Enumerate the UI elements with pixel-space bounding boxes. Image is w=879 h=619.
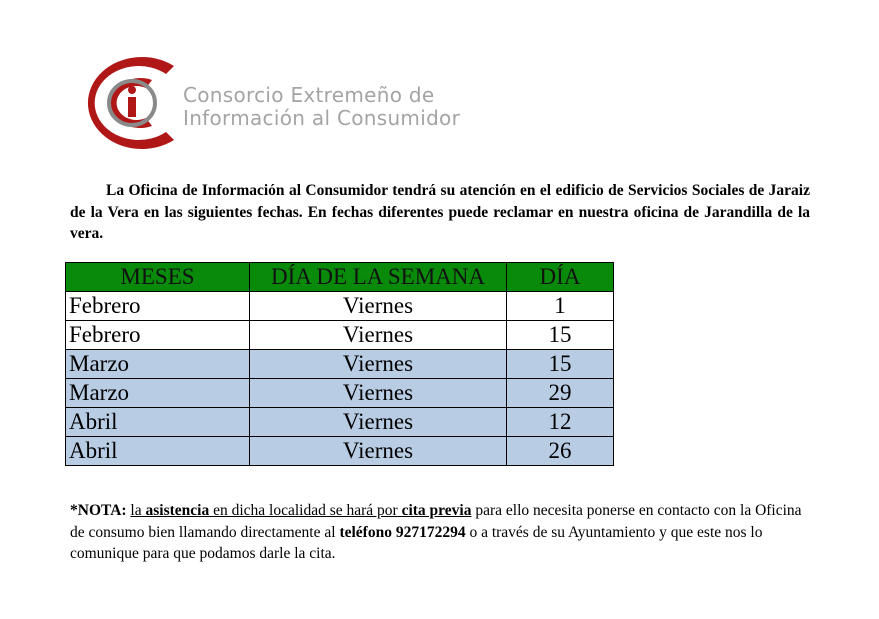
table-row xyxy=(66,408,614,437)
header-dia-semana: DÍA DE LA SEMANA xyxy=(250,263,507,292)
note-asistencia: asistencia xyxy=(145,502,210,519)
cell-day: 1 xyxy=(507,292,614,321)
note-cita-previa: cita previa xyxy=(401,502,472,519)
logo-wordmark xyxy=(183,84,460,130)
cell-day: 26 xyxy=(507,437,614,466)
cell-month: Abril xyxy=(66,408,250,437)
note-telefono: teléfono 927172294 xyxy=(339,523,466,541)
cell-month: Febrero xyxy=(66,292,250,321)
note-underlined-phrase xyxy=(130,502,471,519)
note-paragraph xyxy=(70,500,810,565)
note-text-localidad: en dicha localidad se hará por xyxy=(213,502,398,519)
cell-day: 29 xyxy=(507,379,614,408)
schedule-table xyxy=(65,262,614,466)
cell-month: Marzo xyxy=(66,379,250,408)
cell-weekday: Viernes xyxy=(250,379,507,408)
table-row xyxy=(66,350,614,379)
table-header-row xyxy=(66,263,614,292)
note-label: *NOTA: xyxy=(70,502,127,519)
table-row xyxy=(66,437,614,466)
cell-weekday: Viernes xyxy=(250,321,507,350)
cell-day: 15 xyxy=(507,321,614,350)
cell-weekday: Viernes xyxy=(250,292,507,321)
cell-weekday: Viernes xyxy=(250,437,507,466)
note-text-ayuntamiento: o a través de su Ayuntamiento y que este nos lo comunique para que podamos darle la cita. xyxy=(70,523,763,562)
table-row xyxy=(66,379,614,408)
table-row xyxy=(66,321,614,350)
note-text-la: la xyxy=(130,502,142,519)
header-dia: DÍA xyxy=(507,263,614,292)
table-row xyxy=(66,292,614,321)
logo-line-1: Consorcio Extremeño de xyxy=(183,83,435,107)
cell-day: 15 xyxy=(507,350,614,379)
cell-day: 12 xyxy=(507,408,614,437)
note-text-contacto: para ello necesita ponerse en contacto con la Oficina de consumo bien llamando directamente al xyxy=(70,502,802,541)
logo-line-2: Información al Consumidor xyxy=(183,106,461,130)
intro-paragraph xyxy=(70,180,810,245)
cell-month: Marzo xyxy=(66,350,250,379)
intro-text: La Oficina de Información al Consumidor tendrá su atención en el edificio de Servicios Sociales de Jaraiz de la Vera en las siguientes fechas. En fechas diferentes puede reclamar en nuestra oficina de Jarandilla de la vera. xyxy=(70,182,810,242)
cell-weekday: Viernes xyxy=(250,350,507,379)
cell-month: Febrero xyxy=(66,321,250,350)
cell-weekday: Viernes xyxy=(250,408,507,437)
cell-month: Abril xyxy=(66,437,250,466)
header-meses: MESES xyxy=(66,263,250,292)
